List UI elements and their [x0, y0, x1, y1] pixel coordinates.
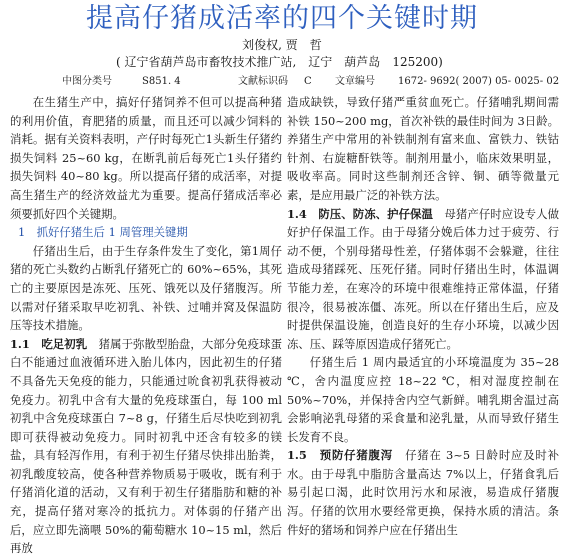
subsection-1-1-text: 猪属于弥散型胎盘，大部分免疫球蛋白不能通过血液循环进入胎儿体内，因此初生的仔猪不具备先天免疫的能力，只能通过吮食初乳获得被动免疫力。初乳中含有大量的免疫球蛋白，每 100 ml 初乳中含免疫球蛋白 7~8 g，仔猪生后尽快吃到初乳即可获得被动免疫力。同时初乳中还含有较多的镁盐，具有轻泻作用，有利于初生仔猪尽快排出胎粪，初乳酸度较高，使各种营养物质易于吸收，既有利于仔猪消化道的活动，又有利于初生仔猪脂肪和糖的补充，提高仔猪对寒冷的抵抗力。对体弱的仔猪产出后，应立即先滴喂 50%的葡萄糖水 10~15 ml，然后再放: [10, 336, 282, 556]
subsection-1-5-text: 仔猪在 3~5 日龄时应及时补水。由于母乳中脂肪含量高达 7%以上，仔猪食乳后易引起口渴，此时饮用污水和尿液，易造成仔猪腹泻。仔猪的饮用水要经常更换，保持水质的清洁。条件好的猪场和饲养户应在仔猪出生: [287, 448, 559, 537]
right-column: [287, 93, 559, 539]
subsection-1-4: [287, 205, 559, 354]
article-number-value: 1672- 9692( 2007) 05- 0025- 02: [398, 76, 560, 87]
classification-value: S851. 4: [142, 76, 181, 87]
article-number-label: 文章编号: [335, 76, 375, 87]
left-column: [10, 93, 282, 558]
article-affiliation: ( 辽宁省葫芦岛市畜牧技术推广站, 辽宁 葫芦岛 125200): [116, 55, 443, 69]
document-code-label: 文献标识码: [238, 76, 288, 87]
article-authors: 刘俊权, 贾 哲: [242, 38, 322, 52]
subsection-1-1-label: 1.1 吃足初乳: [10, 336, 88, 351]
subsection-1-1: [10, 335, 282, 558]
document-code-value: C: [304, 76, 312, 87]
temperature-paragraph: 仔猪生后 1 周内最适宜的小环境温度为 35~28 ℃，舍内温度应控 18~22 ℃，相对湿度控制在 50%~70%，并保持舍内空气新鲜。哺乳期舍温过高会影响泌乳母猪的采食量和泌乳量，从而导致仔猪生长发育不良。: [287, 355, 559, 444]
subsection-1-5: [287, 446, 559, 539]
subsection-1-4-label: 1.4 防压、防冻、护仔保温: [287, 206, 433, 221]
subsection-1-4-text: 母猪产仔时应设专人做好护仔保温工作。由于母猪分娩后体力过于疲劳、行动不便，个别母猪母性差，仔猪体弱不会躲避，往往造成母猪踩死、压死仔猪。同时仔猪出生时，体温调节能力差，在寒冷的环境中很难维持正常体温，仔猪很冷，很易被冻僵、冻死。所以在仔猪出生后，应及时提供保温设施，创造良好的生存小环境，以减少因冻、压、踩等原因造成仔猪死亡。: [287, 206, 559, 351]
section-1-paragraph: 仔猪出生后，由于生存条件发生了变化，第1周仔猪的死亡头数约占断乳仔猪死亡的 60%~65%，其死亡的主要原因是冻死、压死、饿死以及仔猪腹泻。所以需对仔猪采取早吃初乳、补铁、过哺并窝及保温防压等技术措施。: [10, 243, 282, 333]
section-1-heading: 1 抓好仔猪生后 1 周管理关键期: [17, 225, 188, 240]
article-title: 提高仔猪成活率的四个关键时期: [86, 3, 478, 34]
intro-paragraph: 在生猪生产中，搞好仔猪饲养不但可以提高种猪的利用价值，育肥猪的质量，而且还可以减少饲料的消耗。据有关资料表明，产仔时每死亡1头新生仔猪约损失饲料 25~60 kg，在断乳前后每死亡1头仔猪约损失饲料 40~80 kg。所以提高仔猪的成活率，对提高生猪生产的经济效益尤为重要。提高仔猪成活率必须要抓好四个关键期。: [10, 95, 282, 221]
subsection-1-5-label: 1.5 预防仔猪腹泻: [287, 448, 393, 463]
continued-paragraph: 造成缺铁，导致仔猪严重贫血死亡。仔猪哺乳期间需补铁 150~200 mg，首次补铁的最佳时间为 3日龄。养猪生产中常用的补铁制剂有富来血、富铁力、铁钴针剂、右旋糖酐铁等。制剂用量小，临床效果明显，吸收率高。同时这些制剂还含锌、铜、硒等微量元素，是应用最广泛的补铁方法。: [287, 95, 559, 202]
classification-label: 中图分类号: [62, 76, 112, 87]
